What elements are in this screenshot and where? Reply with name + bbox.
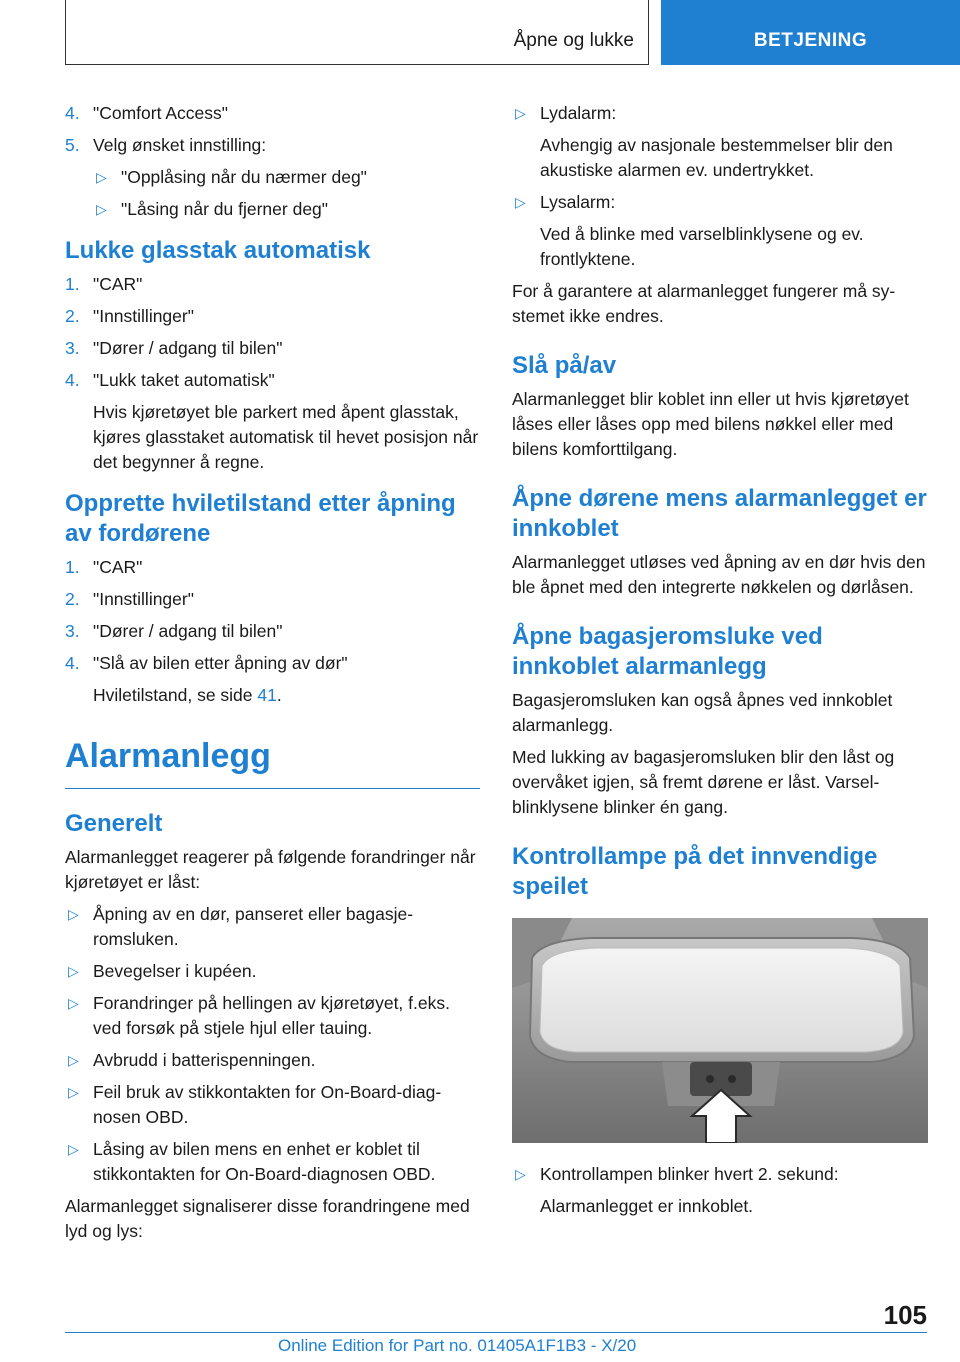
page-header: [0, 0, 960, 66]
triangle-bullet-icon: ▷: [68, 906, 79, 922]
list-item: [65, 1080, 480, 1130]
heading-hviletilstand: Opprette hviletilstand etter åpning av fordørene: [65, 490, 456, 547]
step-text: "CAR": [93, 557, 143, 577]
step-text: "Dører / adgang til bilen": [93, 621, 283, 641]
step-text: "CAR": [93, 274, 143, 294]
step-number: 2.: [65, 306, 80, 326]
triangle-bullet-icon: ▷: [515, 105, 526, 121]
triangle-bullet-icon: ▷: [96, 169, 107, 185]
list-item: [65, 1137, 480, 1187]
step-item: [65, 336, 480, 361]
paragraph: Bagasjeromsluken kan også åpnes ved innkoblet alarmanlegg.: [512, 690, 893, 735]
list-item: [93, 197, 480, 222]
chapter-tab-label: BETJENING: [753, 30, 868, 51]
list-item: [65, 902, 480, 952]
heading-aapne-bagasjeromsluke: Åpne bagasjeromsluke ved innkoblet alarmanlegg: [512, 623, 823, 680]
list-item-text: Bevegelser i kupéen.: [93, 961, 257, 981]
step-item: [65, 304, 480, 329]
list-item-text: Åpning av en dør, panseret eller bagasjeromsluken.: [93, 904, 414, 949]
heading-slaa-paa-av: Slå på/av: [512, 352, 617, 379]
list-item: [512, 190, 930, 272]
step-text: "Innstillinger": [93, 589, 194, 609]
page-reference-link[interactable]: 41: [257, 685, 277, 705]
list-item-text: "Opplåsing når du nærmer deg": [121, 167, 367, 187]
triangle-bullet-icon: ▷: [68, 1141, 79, 1157]
list-item: [65, 959, 480, 984]
step-item: [65, 368, 480, 475]
paragraph: Alarmanlegget signaliserer disse forandringene med lyd og lys:: [65, 1196, 470, 1241]
list-item-title: Kontrollampen blinker hvert 2. sekund:: [540, 1164, 839, 1184]
list-item-text: Ved å blinke med varselblinklysene og ev. frontlyktene.: [540, 224, 864, 269]
section-header-box: [65, 0, 649, 65]
rearview-mirror-image: [512, 918, 928, 1143]
triangle-bullet-icon: ▷: [68, 1052, 79, 1068]
step-item: [65, 272, 480, 297]
chapter-tab[interactable]: [661, 0, 960, 65]
step-note: [93, 683, 480, 708]
triangle-bullet-icon: ▷: [96, 201, 107, 217]
list-item-text: "Låsing når du fjerner deg": [121, 199, 329, 219]
triangle-bullet-icon: ▷: [68, 1084, 79, 1100]
list-item-text: Avbrudd i batterispenningen.: [93, 1050, 316, 1070]
list-item-title: Lydalarm:: [540, 103, 617, 123]
page-footer: [0, 1290, 960, 1362]
paragraph: Alarmanlegget utløses ved åpning av en dør hvis den ble åpnet med den integrerte nøkkelen og dørlåsen.: [512, 552, 926, 597]
step-number: 2.: [65, 589, 80, 609]
step-text: "Lukk taket automatisk": [93, 370, 275, 390]
step-number: 4.: [65, 103, 80, 123]
step-item: [65, 651, 480, 708]
footer-divider: [65, 1332, 927, 1333]
list-item: [93, 165, 480, 190]
page-number: 105: [883, 1300, 927, 1330]
step-item: [65, 587, 480, 612]
right-column: [512, 101, 930, 1226]
heading-alarmanlegg: Alarmanlegg: [65, 736, 480, 789]
step-item: [65, 619, 480, 644]
heading-kontrollampe: Kontrollampe på det innvendige speilet: [512, 843, 878, 900]
list-item: [512, 1162, 930, 1219]
step-number: 3.: [65, 338, 80, 358]
list-item: [512, 101, 930, 183]
paragraph: Alarmanlegget reagerer på følgende forandringer når kjøretøyet er låst:: [65, 847, 476, 892]
left-column: [65, 101, 480, 1251]
step-item: [65, 555, 480, 580]
step-text: Velg ønsket innstilling:: [93, 135, 267, 155]
list-item-title: Lysalarm:: [540, 192, 616, 212]
list-item: [65, 1048, 480, 1073]
step-number: 1.: [65, 557, 80, 577]
step-item: [65, 133, 480, 158]
step-text: "Innstillinger": [93, 306, 194, 326]
triangle-bullet-icon: ▷: [515, 194, 526, 210]
list-item-text: Alarmanlegget er innkoblet.: [540, 1196, 754, 1216]
heading-generelt: Generelt: [65, 810, 163, 837]
step-number: 4.: [65, 653, 80, 673]
list-item-text: Forandringer på hellingen av kjøretøyet, f.eks. ved forsøk på stjele hjul eller tauing.: [93, 993, 450, 1038]
step-number: 4.: [65, 370, 80, 390]
list-item-text: Avhengig av nasjonale bestemmelser blir den akustiske alarmen ev. undertrykket.: [540, 135, 893, 180]
paragraph: Alarmanlegget blir koblet inn eller ut hvis kjøretøyet låses eller låses opp med bilens nøkkel eller med bilens komforttilgang.: [512, 389, 909, 459]
paragraph: Med lukking av bagasjeromsluken blir den låst og overvåket igjen, så fremt dørene er låst. Varselblinklysene blinker én gang.: [512, 747, 895, 817]
step-number: 3.: [65, 621, 80, 641]
list-item-text: Feil bruk av stikkontakten for On-Board-diagnosen OBD.: [93, 1082, 442, 1127]
note-text: Hviletilstand, se side: [93, 685, 258, 705]
section-title: Åpne og lukke: [513, 30, 634, 51]
step-item: [65, 101, 480, 126]
step-note: Hvis kjøretøyet ble parkert med åpent glasstak, kjøres glasstaket automatisk til hevet posisjon når det begynner å regne.: [93, 402, 479, 472]
triangle-bullet-icon: ▷: [515, 1166, 526, 1182]
heading-lukke-glasstak: Lukke glasstak automatisk: [65, 237, 371, 264]
list-item-text: Låsing av bilen mens en enhet er koblet til stikkontakten for On-Board-diagnosen OBD.: [93, 1139, 436, 1184]
step-number: 5.: [65, 135, 80, 155]
paragraph: For å garantere at alarmanlegget fungerer må systemet ikke endres.: [512, 281, 896, 326]
step-text: "Dører / adgang til bilen": [93, 338, 283, 358]
triangle-bullet-icon: ▷: [68, 963, 79, 979]
list-item: [65, 991, 480, 1041]
step-text: "Slå av bilen etter åpning av dør": [93, 653, 348, 673]
edition-label: Online Edition for Part no. 01405A1F1B3 - X/20: [278, 1336, 637, 1355]
triangle-bullet-icon: ▷: [68, 995, 79, 1011]
note-end: .: [276, 685, 282, 705]
step-text: "Comfort Access": [93, 103, 228, 123]
step-number: 1.: [65, 274, 80, 294]
heading-aapne-dorene: Åpne dørene mens alarmanlegget er innkoblet: [512, 485, 927, 542]
